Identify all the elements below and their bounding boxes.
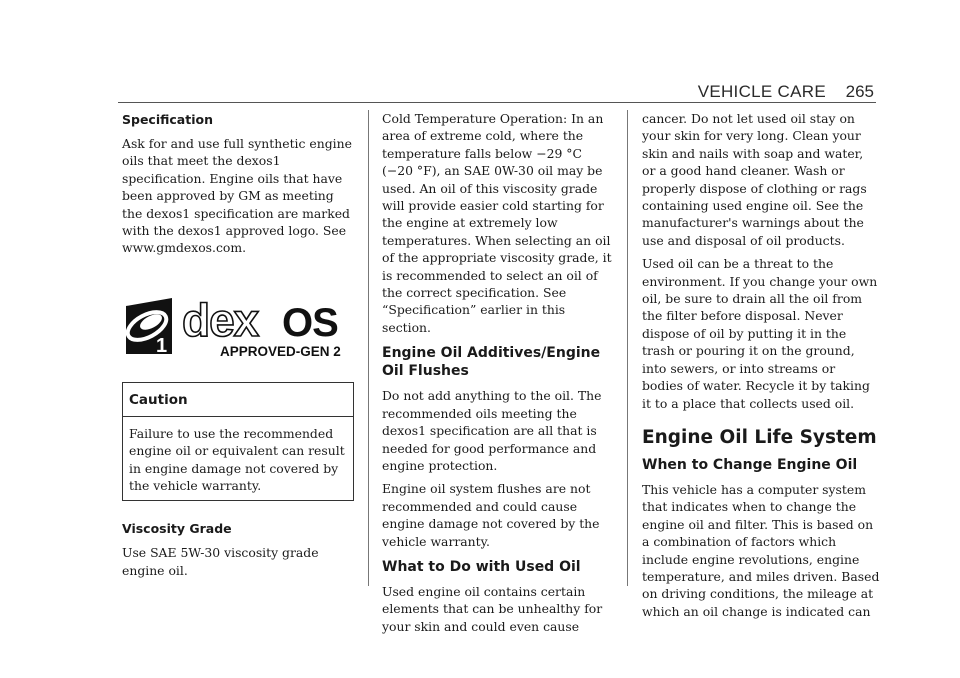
used-oil-paragraph: Used engine oil contains certain elements that can be unhealthy for your skin and could even cause [382, 583, 603, 634]
header-rule [118, 102, 876, 103]
when-to-change-paragraph: This vehicle has a computer system that indicates when to change the engine oil and filter. This is based on a combination of factors which include engine revolutions, engine temperature, and miles driven. Based on driving conditions, the mileage at which an oil change is indicated can [642, 481, 880, 619]
dexos1-logo [122, 296, 354, 362]
viscosity-heading: Viscosity Grade [122, 521, 232, 537]
page-number: 265 [845, 82, 874, 101]
caution-title: Caution [123, 383, 353, 417]
caution-box [122, 382, 354, 502]
viscosity-paragraph: Use SAE 5W-30 viscosity grade engine oil. [122, 545, 319, 578]
logo-digit: 1 [156, 334, 168, 357]
oil-life-system-heading: Engine Oil Life System [642, 426, 877, 448]
section-title: VEHICLE CARE [697, 82, 826, 101]
spec-heading: Specification [122, 112, 213, 127]
column-2 [382, 110, 614, 641]
when-to-change-heading: When to Change Engine Oil [642, 456, 858, 473]
cold-temperature-paragraph: Cold Temperature Operation: In an area of extreme cold, where the temperature falls below −29 °C (−20 °F), an SAE 0W-30 oil may be used. An oil of this viscosity grade will provide easier cold starting for the engine at extremely low temperatures. When selecting an oil of the appropriate viscosity grade, it is recommended to select an oil of the correct specification. See “Specification” earlier in this section. [382, 111, 612, 335]
used-oil-heading: What to Do with Used Oil [382, 558, 581, 575]
logo-word-os: OS [282, 300, 338, 345]
environment-paragraph: Used oil can be a threat to the environment. If you change your own oil, be sure to drain all the oil from the filter before disposal. Never dispose of oil by putting it in the trash or pouring it on the ground, into sewers, or into streams or bodies of water. Recycle it by taking it to a place that collects used oil. [642, 256, 878, 411]
additives-heading: Engine Oil Additives/Engine Oil Flushes [382, 345, 601, 380]
logo-word-dex: dex [182, 295, 259, 346]
column-divider [368, 110, 369, 586]
flushes-paragraph: Engine oil system flushes are not recommended and could cause engine damage not covered by the vehicle warranty. [382, 481, 600, 549]
logo-approved-text: APPROVED-GEN 2 [220, 343, 341, 359]
page-header [0, 80, 960, 104]
column-3 [642, 110, 880, 626]
spec-paragraph: Ask for and use full synthetic engine oils that meet the dexos1 specification. Engine oils that have been approved by GM as meeting the dexos1 specification are marked with the dexos1 approved logo. See www.gmdexos.com. [122, 136, 352, 256]
caution-text: Failure to use the recommended engine oil or equivalent can result in engine damage not covered by the vehicle warranty. [129, 425, 345, 494]
dexos1-logo-graphic [122, 296, 354, 362]
caution-body [123, 417, 353, 501]
column-1 [122, 110, 354, 585]
swirl-emblem-icon [123, 298, 172, 357]
used-oil-continued-paragraph: cancer. Do not let used oil stay on your skin for very long. Clean your skin and nails with soap and water, or a good hand cleaner. Wash or properly dispose of clothing or rags containing used engine oil. See the manufacturer's warnings about the use and disposal of oil products. [642, 111, 867, 248]
column-divider [627, 110, 628, 586]
additives-paragraph: Do not add anything to the oil. The recommended oils meeting the dexos1 specification are all that is needed for good performance and engine protection. [382, 388, 602, 473]
